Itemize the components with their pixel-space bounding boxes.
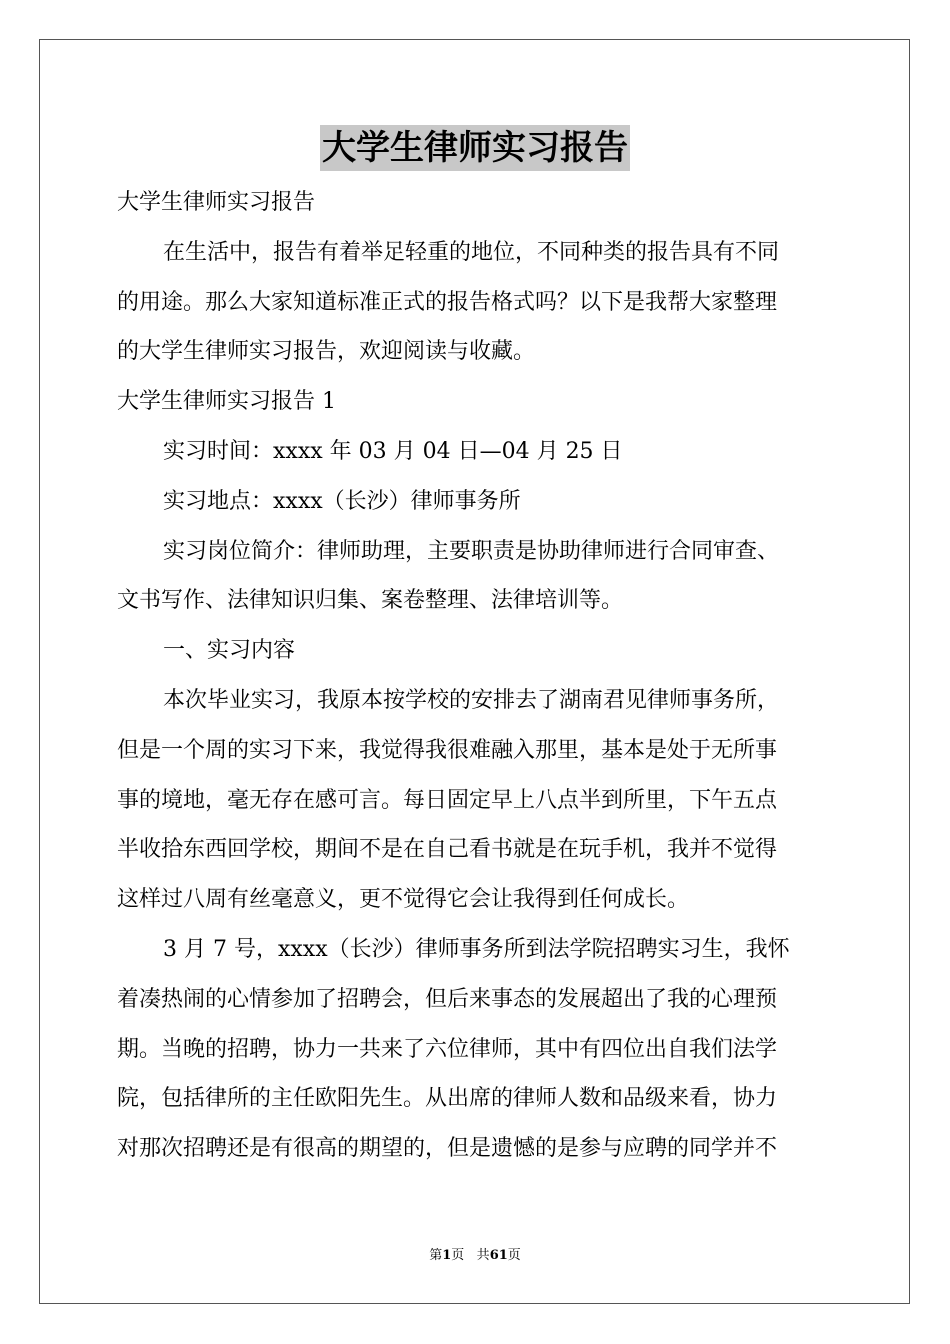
text-line: 大学生律师实习报告 [117,190,316,215]
text-line: 本次毕业实习，我原本按学校的安排去了湖南君见律师事务所， [163,687,780,713]
text-line: 一、实习内容 [163,638,296,664]
text-line: 院，包括律所的主任欧阳先生。从出席的律师人数和品级来看，协力 [117,1086,778,1112]
footer-page-suffix: 页 [451,1248,465,1263]
title-container [0,125,950,171]
text-line: 大学生律师实习报告 1 [117,389,336,415]
footer-total-prefix: 共 [476,1248,490,1263]
text-line: 在生活中，报告有着举足轻重的地位，不同种类的报告具有不同 [163,239,780,265]
footer-total-pages: 61 [489,1248,508,1263]
document-body [117,178,835,1174]
text-line: 着凑热闹的心情参加了招聘会，但后来事态的发展超出了我的心理预 [117,986,778,1012]
text-line: 实习时间：xxxx 年 03 月 04 日—04 月 25 日 [163,438,623,464]
text-line: 对那次招聘还是有很高的期望的，但是遗憾的是参与应聘的同学并不 [117,1136,778,1162]
footer-page-number: 1 [442,1248,452,1263]
text-line: 期。当晚的招聘，协力一共来了六位律师，其中有四位出自我们法学 [117,1036,778,1062]
text-line: 文书写作、法律知识归集、案卷整理、法律培训等。 [117,588,624,614]
text-line: 但是一个周的实习下来，我觉得我很难融入那里，基本是处于无所事 [117,737,778,763]
page-footer [0,1247,950,1265]
text-line: 的大学生律师实习报告，欢迎阅读与收藏。 [117,339,536,365]
text-line: 这样过八周有丝毫意义，更不觉得它会让我得到任何成长。 [117,887,690,913]
text-line: 半收拾东西回学校，期间不是在自己看书就是在玩手机，我并不觉得 [117,837,778,863]
text-line: 3 月 7 号，xxxx（长沙）律师事务所到法学院招聘实习生，我怀 [163,936,790,962]
document-title: 大学生律师实习报告 [320,125,630,171]
footer-total-suffix: 页 [507,1248,521,1263]
text-line: 的用途。那么大家知道标准正式的报告格式吗？以下是我帮大家整理 [117,289,778,315]
text-line: 实习岗位简介：律师助理，主要职责是协助律师进行合同审查、 [163,538,780,564]
footer-page-prefix: 第 [429,1248,443,1263]
text-line: 实习地点：xxxx（长沙）律师事务所 [163,488,521,514]
text-line: 事的境地，毫无存在感可言。每日固定早上八点半到所里，下午五点 [117,787,778,813]
